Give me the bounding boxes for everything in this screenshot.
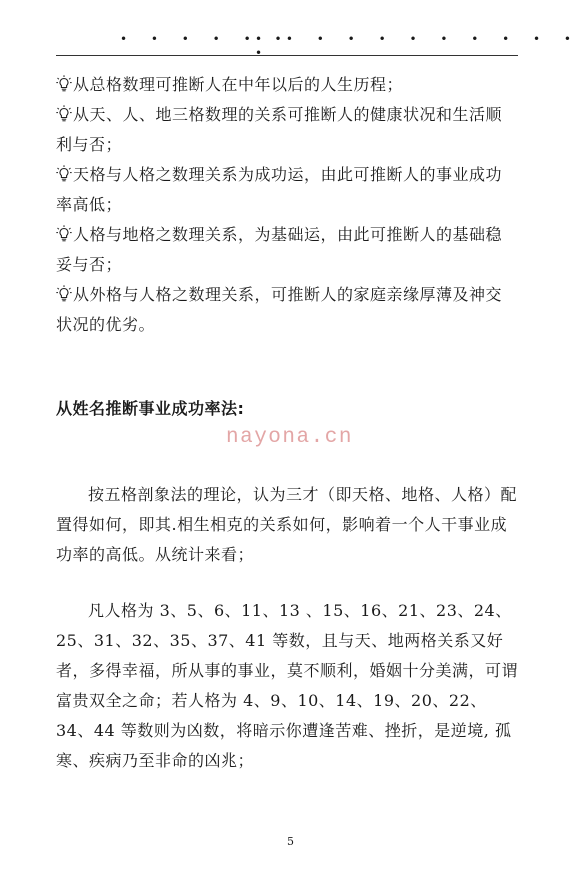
bullet-list [56,70,516,340]
body-paragraph: 按五格剖象法的理论，认为三才（即天格、地格、人格）配置得如何，即其.相生相克的关系如何，影响着一个人干事业成功率的高低。从统计来看； [56,485,518,564]
lightbulb-icon [56,105,72,123]
page-number: 5 [287,835,294,848]
lightbulb-icon [56,285,72,303]
lightbulb-icon [56,225,72,243]
bullet-text: 天格与人格之数理关系为成功运，由此可推断人的事业成功率高低； [56,165,503,214]
watermark: nayona.cn [226,426,353,449]
header-dots-left: • • • • • • [120,32,292,46]
bullet-text: 从天、人、地三格数理的关系可推断人的健康状况和生活顺利与否； [56,105,503,154]
bullet-item [56,70,516,100]
bullet-item [56,220,516,280]
lightbulb-icon [56,75,72,93]
bullet-item [56,100,516,160]
header-rule [56,55,518,56]
header-dots [0,32,581,60]
bullet-item [56,280,516,340]
bullet-text: 人格与地格之数理关系，为基础运，由此可推断人的基础稳妥与否； [56,225,503,274]
section-heading: 从姓名推断事业成功率法: [56,399,245,418]
bullet-text: 从外格与人格之数理关系，可推断人的家庭亲缘厚薄及神交状况的优劣。 [56,285,503,334]
bullet-text: 从总格数理可推断人在中年以后的人生历程； [73,75,404,94]
body-paragraph: 凡人格为 3、5、6、11、13 、15、16、21、23、24、25、31、32、35、37、41 等数，且与天、地两格关系又好者，多得幸福，所从事的事业，莫不顺利，婚姻十分美满，可谓富贵双全之命；若人格为 4、9、10、14、19、20、22、34、44 等数则为凶数，将暗示你遭逢苦难、挫折，是逆境, 孤寒、疾病乃至非命的凶兆； [56,601,519,770]
lightbulb-icon [56,165,72,183]
bullet-item [56,160,516,220]
header-dots-right: • • • • • • • • • • • • [255,32,581,60]
